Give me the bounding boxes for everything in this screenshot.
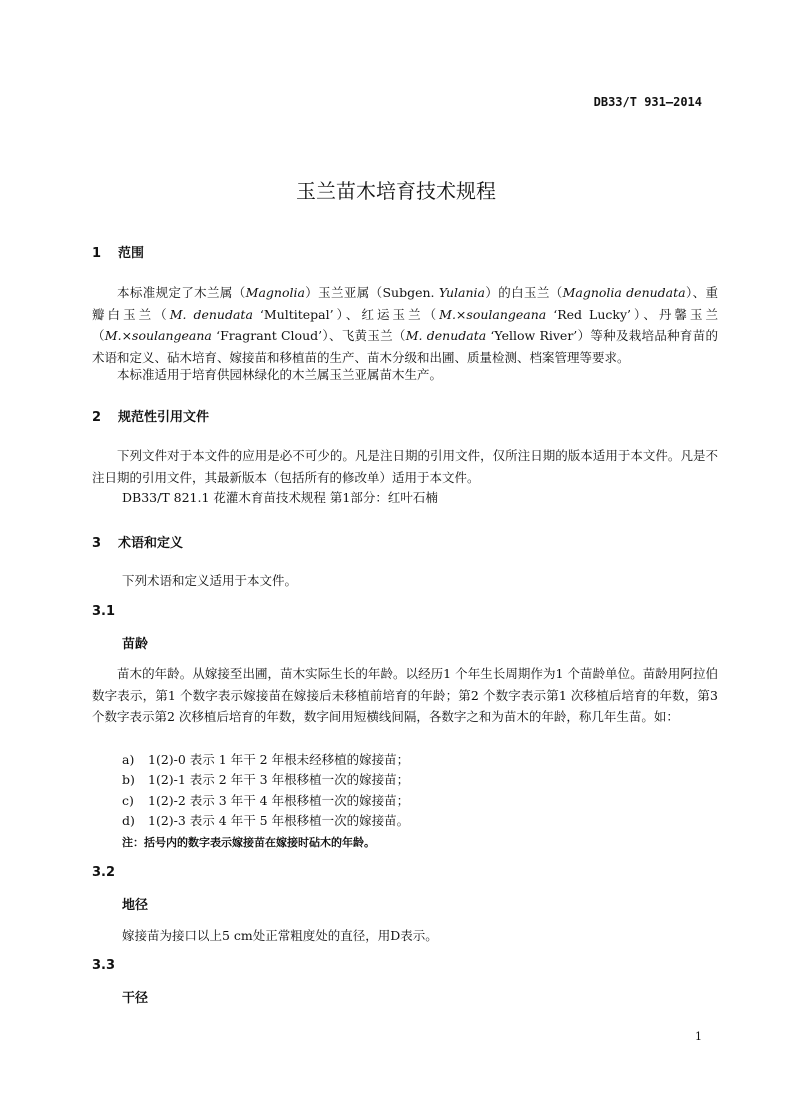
list-item — [122, 770, 409, 788]
list-item — [122, 750, 409, 768]
list-item-label: b) — [122, 772, 135, 787]
term-3-1-title: 苗龄 — [122, 637, 149, 652]
section-2-heading — [92, 406, 209, 425]
section-1-paragraph-2: 本标准适用于培育供园林绿化的木兰属玉兰亚属苗木生产。 — [117, 367, 443, 382]
section-number: 2 — [92, 410, 102, 425]
page-title: 玉兰苗木培育技术规程 — [296, 179, 496, 203]
note: 注：括号内的数字表示嫁接苗在嫁接时砧木的年龄。 — [122, 836, 375, 849]
section-title: 规范性引用文件 — [118, 410, 210, 425]
normative-reference: DB33/T 821.1 花灌木育苗技术规程 第1部分：红叶石楠 — [122, 490, 438, 505]
list-item-text: 1(2)-0 表示 1 年干 2 年根未经移植的嫁接苗； — [148, 752, 410, 767]
section-title: 范围 — [118, 246, 145, 261]
section-title: 术语和定义 — [118, 536, 184, 551]
term-3-2-definition: 嫁接苗为接口以上5 cm处正常粗度处的直径，用D表示。 — [122, 928, 438, 943]
term-3-2-number: 3.2 — [92, 865, 116, 880]
term-3-3-title: 干径 — [122, 991, 149, 1006]
list-item-label: a) — [122, 752, 135, 767]
page-number: 1 — [695, 1030, 702, 1043]
section-3-intro: 下列术语和定义适用于本文件。 — [122, 573, 298, 588]
list-item-text: 1(2)-1 表示 2 年干 3 年根移植一次的嫁接苗； — [148, 772, 410, 787]
section-2-paragraph: 下列文件对于本文件的应用是必不可少的。凡是注日期的引用文件，仅所注日期的版本适用于本文件。凡是不注日期的引用文件，其最新版本（包括所有的修改单）适用于本文件。 — [92, 448, 718, 485]
list-item-text: 1(2)-3 表示 4 年干 5 年根移植一次的嫁接苗。 — [148, 813, 410, 828]
section-number: 3 — [92, 536, 102, 551]
term-3-3-number: 3.3 — [92, 958, 116, 973]
section-1-paragraph-1: 本标准规定了木兰属（Magnolia）玉兰亚属（Subgen. Yulania）的白玉兰（Magnolia denudata）、重瓣白玉兰（M. denudata ‘Multitepal’）、红运玉兰（M.×soulangeana ‘Red Lucky’）、丹馨玉兰（M.×soulangeana ‘Fragrant Cloud’）、飞黄玉兰（M. denudata ‘Yellow River’）等种及栽培品种育苗的术语和定义、砧木培育、嫁接苗和移植苗的生产、苗木分级和出圃、质量检测、档案管理等要求。 — [92, 285, 718, 365]
section-1-heading — [92, 242, 144, 261]
section-3-heading — [92, 532, 183, 551]
list-item-label: c) — [122, 793, 134, 808]
document-code: DB33/T 931—2014 — [593, 95, 702, 109]
list-item-text: 1(2)-2 表示 3 年干 4 年根移植一次的嫁接苗； — [148, 793, 410, 808]
list-item-label: d) — [122, 813, 135, 828]
section-number: 1 — [92, 246, 102, 261]
list-item — [122, 791, 409, 809]
list-item — [122, 811, 409, 829]
term-3-2-title: 地径 — [122, 898, 149, 913]
term-3-1-definition: 苗木的年龄。从嫁接至出圃，苗木实际生长的年龄。以经历1 个年生长周期作为1 个苗龄单位。苗龄用阿拉伯数字表示，第1 个数字表示嫁接苗在嫁接后未移植前培育的年龄；第2 个数字表示第1 次移植后培育的年数，第3 个数字表示第2 次移植后培育的年数，数字间用短横线间隔，各数字之和为苗木的年龄，称几年生苗。如： — [92, 666, 718, 724]
term-3-1-number: 3.1 — [92, 604, 116, 619]
